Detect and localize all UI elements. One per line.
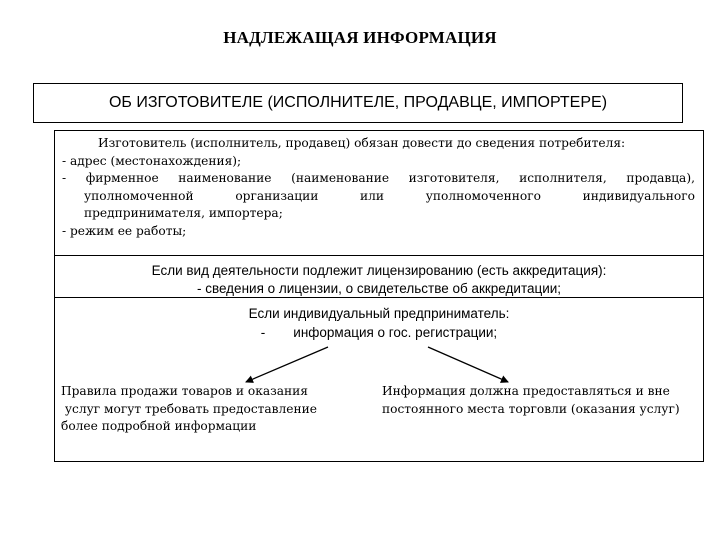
arrow-right [428, 347, 508, 382]
note-outside-location [382, 383, 680, 418]
word: наименование [178, 171, 272, 185]
duty-brand-name-line3: предпринимателя, импортера; [84, 206, 283, 220]
duty-address: - адрес (местонахождения); [62, 153, 242, 168]
word: продавца), [626, 171, 695, 185]
note-line: постоянного места торговли (оказания услуг) [382, 401, 680, 416]
license-condition: Если вид деятельности подлежит лицензированию (есть аккредитация): [151, 263, 607, 278]
word: фирменное [85, 171, 159, 185]
page-title: НАДЛЕЖАЩАЯ ИНФОРМАЦИЯ [223, 28, 497, 47]
entrepreneur-condition: Если индивидуальный предприниматель: [248, 306, 510, 321]
word: уполномоченной [84, 188, 194, 203]
dash: - [260, 325, 266, 340]
note-line: Информация должна предоставляться и вне [382, 384, 670, 398]
registration-info: информация о гос. регистрации; [293, 325, 498, 340]
word: (наименование [291, 171, 390, 185]
license-info: - сведения о лицензии, о свидетельстве об аккредитации; [196, 281, 562, 296]
duty-working-hours: - режим ее работы; [62, 223, 187, 238]
header-text: ОБ ИЗГОТОВИТЕЛЕ (ИСПОЛНИТЕЛЕ, ПРОДАВЦЕ, ИМПОРТЕРЕ) [108, 94, 608, 111]
word: изготовителя, [408, 171, 500, 185]
note-line: более подробной информации [61, 419, 257, 433]
duties-lead: Изготовитель (исполнитель, продавец) обязан довести до сведения потребителя: [98, 136, 626, 150]
word: уполномоченного [425, 188, 541, 203]
arrow-left [246, 347, 328, 382]
word: - [62, 171, 67, 185]
word: индивидуального [582, 188, 695, 203]
note-sales-rules [61, 383, 317, 436]
word: исполнителя, [519, 171, 607, 185]
word: организации [235, 188, 319, 203]
word: или [360, 188, 385, 203]
note-line: Правила продажи товаров и оказания [61, 384, 308, 398]
note-line: услуг могут требовать предоставление [61, 401, 317, 416]
